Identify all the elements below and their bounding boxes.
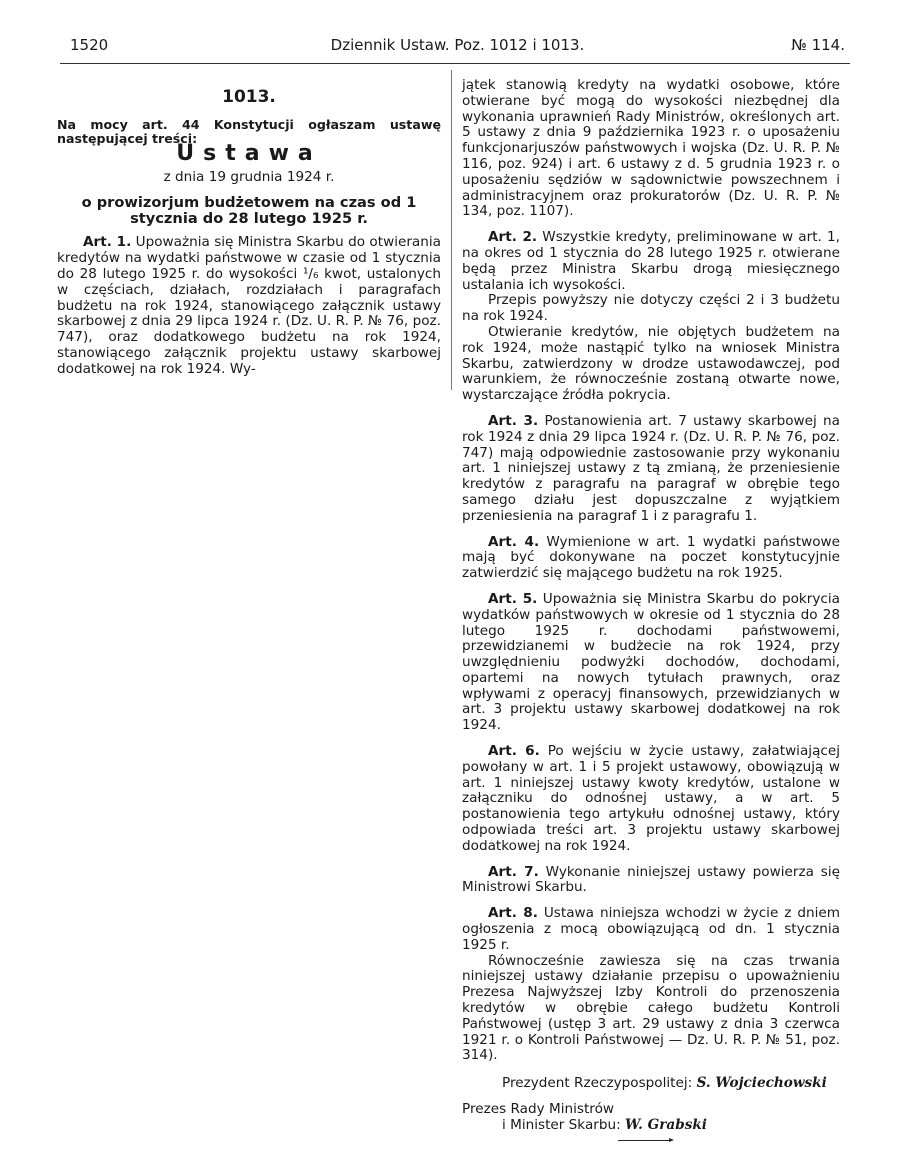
article-8-paragraph-2: Równocześnie zawiesza się na czas trwania niniejszej ustawy działanie przepisu o upoważnieniu Prezesa Najwyższej Izby Kontroli do przenoszenia kredytów w obrębie całego budżetu Kontroli Państwowej (ustęp 3 art. 29 ustawy z dnia 3 czerwca 1921 r. o Kontroli Państwowej — Dz. U. R. P. № 51, poz. 314). (462, 952, 840, 1064)
act-date: z dnia 19 grudnia 1924 r. (163, 168, 335, 185)
minister-name: W. Grabski (625, 1116, 707, 1133)
article-6 (462, 744, 840, 855)
article-5 (462, 592, 840, 734)
article-2-text: Wszystkie kredyty, preliminowane w art. 1, na okres od 1 stycznia do 28 lutego 1925 r. otwierane będą przez Ministra Skarbu drogą miesięcznego ustalania ich wysokości. (462, 229, 840, 293)
article-7-text: Wykonanie niniejszej ustawy powierza się Ministrowi Skarbu. (462, 863, 840, 896)
premier-label: Prezes Rady Ministrów (462, 1101, 615, 1118)
issue-number: № 114. (791, 36, 845, 54)
article-7-label: Art. 7. (488, 863, 539, 880)
end-of-text-mark (618, 1140, 670, 1141)
article-1 (57, 235, 441, 377)
article-1-text: Upoważnia się Ministra Skarbu do otwierania kredytów na wydatki państwowe w czasie od 1 stycznia do 28 lutego 1925 r. do wysokości ¹/₆ kwot, ustalonych w częściach, działach, rozdziałach i paragrafach budżetu na rok 1924, stanowiącego załącznik ustawy skarbowej z dnia 29 lipca 1924 r. (Dz. U. R. P. № 76, poz. 747), oraz dodatkowego budżetu na rok 1924, stanowiącego załącznik projektu ustawy skarbowej dodatkowej na rok 1924. Wy- (57, 234, 441, 377)
article-4-label: Art. 4. (488, 533, 540, 550)
article-8 (462, 906, 840, 953)
article-2-label: Art. 2. (488, 229, 538, 246)
header-rule (60, 63, 850, 64)
article-8-label: Art. 8. (488, 905, 538, 922)
right-column (462, 78, 840, 1134)
article-2 (462, 230, 840, 293)
article-1-continuation: jątek stanowią kredyty na wydatki osobowe, które otwierane być mogą do wysokości niezbędnej dla wykonania uprawnień Rady Ministrów, określonych art. 5 ustawy z dnia 9 października 1923 r. o uposażeniu funkcjonarjuszów państwowych i wojska (Dz. U. R. P. № 116, poz. 924) i art. 6 ustawy z d. 5 grudnia 1923 r. o uposażeniu sędziów w sądownictwie powszechnem i administracyjnem oraz prokuratorów (Dz. U. R. P. № 134, poz. 1107). (462, 77, 840, 220)
president-label: Prezydent Rzeczypospolitej: (502, 1075, 693, 1092)
promulgation-intro: Na mocy art. 44 Konstytucji ogłaszam ustawę następującej treści: (57, 116, 441, 146)
article-3-label: Art. 3. (488, 412, 539, 429)
column-divider (451, 70, 452, 390)
article-5-label: Art. 5. (488, 590, 538, 607)
article-3 (462, 414, 840, 525)
running-header (70, 36, 845, 58)
left-column (57, 87, 441, 378)
act-heading: Ustawa (176, 140, 322, 166)
president-name: S. Wojciechowski (696, 1075, 827, 1092)
minister-signature (462, 1118, 840, 1134)
article-2-paragraph-3: Otwieranie kredytów, nie objętych budżetem na rok 1924, może nastąpić tylko na wniosek Ministra Skarbu, zatwierdzony w drodze ustawodawczej, pod warunkiem, że równocześnie zostaną otwarte nowe, wystarczające źródła pokrycia. (462, 323, 840, 404)
article-6-label: Art. 6. (488, 743, 540, 760)
act-title: o prowizorjum budżetowem na czas od 1 stycznia do 28 lutego 1925 r. (81, 194, 417, 228)
article-2-paragraph-2: Przepis powyższy nie dotyczy części 2 i 3 budżetu na rok 1924. (462, 292, 840, 325)
article-8-text: Ustawa niniejsza wchodzi w życie z dniem ogłoszenia z mocą obowiązującą od dn. 1 stycznia 1925 r. (462, 905, 840, 953)
article-3-text: Postanowienia art. 7 ustawy skarbowej na rok 1924 z dnia 29 lipca 1924 r. (Dz. U. R. P. № 76, poz. 747) mają odpowiednie zastosowanie przy wykonaniu art. 1 niniejszej ustawy z tą zmianą, że przeniesienie kredytów z paragrafu na paragraf w obrębie tego samego działu jest dopuszczalne z wyjątkiem przeniesienia na paragraf 1 i z paragrafu 1. (462, 412, 840, 524)
article-6-text: Po wejściu w życie ustawy, załatwiającej powołany w art. 1 i 5 projekt ustawowy, obowiązują w art. 1 niniejszej ustawy kwoty kredytów, ustalone w załączniku do odnośnej ustawy, a w art. 5 postanowienia tego artykułu odnośnej ustawy, który odpowiada treści art. 3 projektu ustawy skarbowej dodatkowej na rok 1924. (462, 743, 841, 854)
article-5-text: Upoważnia się Ministra Skarbu do pokrycia wydatków państwowych w okresie od 1 stycznia do 28 lutego 1925 r. dochodami państwowemi, przewidzianemi w budżecie na rok 1924, przy uwzględnieniu podwyżki dochodów, dochodami, opartemi na nowych tytułach prawnych, oraz wpływami z operacyj finansowych, przewidzianych w art. 3 projektu ustawy skarbowej dodatkowej na rok 1924. (462, 590, 840, 734)
article-7 (462, 865, 840, 897)
article-1-label: Art. 1. (83, 234, 132, 251)
minister-label: i Minister Skarbu: (502, 1116, 621, 1133)
page-number: 1520 (70, 36, 109, 54)
article-4 (462, 535, 840, 582)
article-4-text: Wymienione w art. 1 wydatki państwowe mają być dokonywane na poczet konstytucyjnie zatwierdzić się mającego budżetu na rok 1925. (462, 533, 840, 582)
position-number: 1013. (222, 87, 276, 107)
publication-title: Dziennik Ustaw. Poz. 1012 i 1013. (330, 36, 585, 54)
president-signature (462, 1076, 840, 1092)
